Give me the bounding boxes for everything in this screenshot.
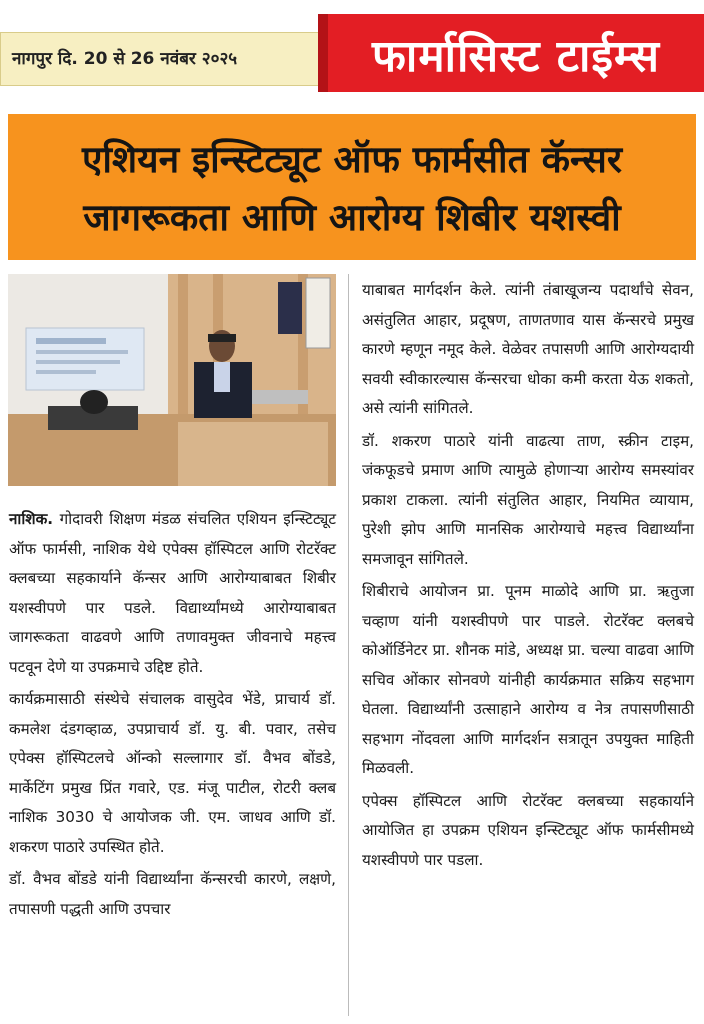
publication-title: फार्मासिस्ट टाईम्स <box>372 31 660 82</box>
article-right-column <box>362 276 694 875</box>
issue-dateline: नागपुर दि. 20 से 26 नवंबर २०२५ <box>12 49 238 69</box>
masthead <box>0 0 704 104</box>
article-dateline: नाशिक. <box>9 510 54 528</box>
article-paragraph-text: गोदावरी शिक्षण मंडळ संचलित एशियन इन्स्टिट्यूट ऑफ फार्मसी, नाशिक येथे एपेक्स हॉस्पिटल आणि रोटरॅक्ट क्लबच्या सहकार्याने कॅन्सर आणि आरोग्याबाबत शिबीर यशस्वीपणे पार पडले. विद्यार्थ्यांमध्ये आरोग्याबाबत जागरूकता वाढवणे आणि तणावमुक्त जीवनाचे महत्त्व पटवून देणे या उपक्रमाचे उद्दिष्ट होते. <box>9 510 336 676</box>
article-paragraph <box>9 505 336 682</box>
article-paragraph: शिबीराचे आयोजन प्रा. पूनम माळोदे आणि प्रा. ऋतुजा चव्हाण यांनी यशस्वीपणे पार पाडले. रोटरॅक्ट क्लबचे कोऑर्डिनेटर प्रा. शौनक मांडे, अध्यक्ष प्रा. चल्या वाढवा आणि सचिव ओंकार सोनवणे यांनीही कार्यक्रमात सक्रिय सहभाग घेतला. विद्यार्थ्यांनी उत्साहाने आरोग्य व नेत्र तपासणीसाठी सहभाग नोंदवला आणि मार्गदर्शन सत्रातून उपयुक्त माहिती मिळवली. <box>362 582 694 777</box>
article-paragraph: कार्यक्रमासाठी संस्थेचे संचालक वासुदेव भेंडे, प्राचार्य डॉ. कमलेश दंडगव्हाळ, उपप्राचार्य डॉ. यु. बी. पवार, तसेच एपेक्स हॉस्पिटलचे ऑन्को सल्लागार डॉ. वैभव बोंडडे, मार्केटिंग प्रमुख प्रिंत गवारे, एड. मंजू पाटील, रोटरी क्लब नाशिक 3030 चे आयोजक जी. एम. जाधव आणि डॉ. शकरण पाठारे उपस्थित होते. <box>9 690 336 856</box>
headline-banner <box>8 114 696 260</box>
event-photo-illustration <box>8 274 336 486</box>
article-left-column <box>9 505 336 924</box>
article-paragraph: डॉ. वैभव बोंडडे यांनी विद्यार्थ्यांना कॅन्सरची कारणे, लक्षणे, तपासणी पद्धती आणि उपचार <box>9 870 336 918</box>
column-divider <box>348 274 349 1016</box>
headline-line-2: जागरूकता आणि आरोग्य शिबीर यशस्वी <box>83 196 621 239</box>
article-paragraph: डॉ. शकरण पाठारे यांनी वाढत्या ताण, स्क्रीन टाइम, जंकफूडचे प्रमाण आणि त्यामुळे होणाऱ्या आरोग्य समस्यांवर प्रकाश टाकला. त्यांनी संतुलित आहार, नियमित व्यायाम, पुरेशी झोप आणि मानसिक आरोग्याचे महत्त्व विद्यार्थ्यांना समजावून सांगितले. <box>362 431 694 568</box>
article-paragraph: याबाबत मार्गदर्शन केले. त्यांनी तंबाखूजन्य पदार्थांचे सेवन, असंतुलित आहार, प्रदूषण, ताणतणाव यास कॅन्सरचे प्रमुख कारणे म्हणून नमूद केले. वेळेवर तपासणी आणि आरोग्यदायी सवयी स्वीकारल्यास कॅन्सरचा धोका कमी करता येऊ शकतो, असे त्यांनी सांगितले. <box>362 281 694 417</box>
headline-line-1: एशियन इन्स्टिट्यूट ऑफ फार्मसीत कॅन्सर <box>81 138 623 181</box>
publication-banner <box>318 14 704 92</box>
event-photo <box>8 274 336 486</box>
article-paragraph: एपेक्स हॉस्पिटल आणि रोटरॅक्ट क्लबच्या सहकार्याने आयोजित हा उपक्रम एशियन इन्स्टिट्यूट ऑफ फार्मसीमध्ये यशस्वीपणे पार पडला. <box>362 791 694 869</box>
